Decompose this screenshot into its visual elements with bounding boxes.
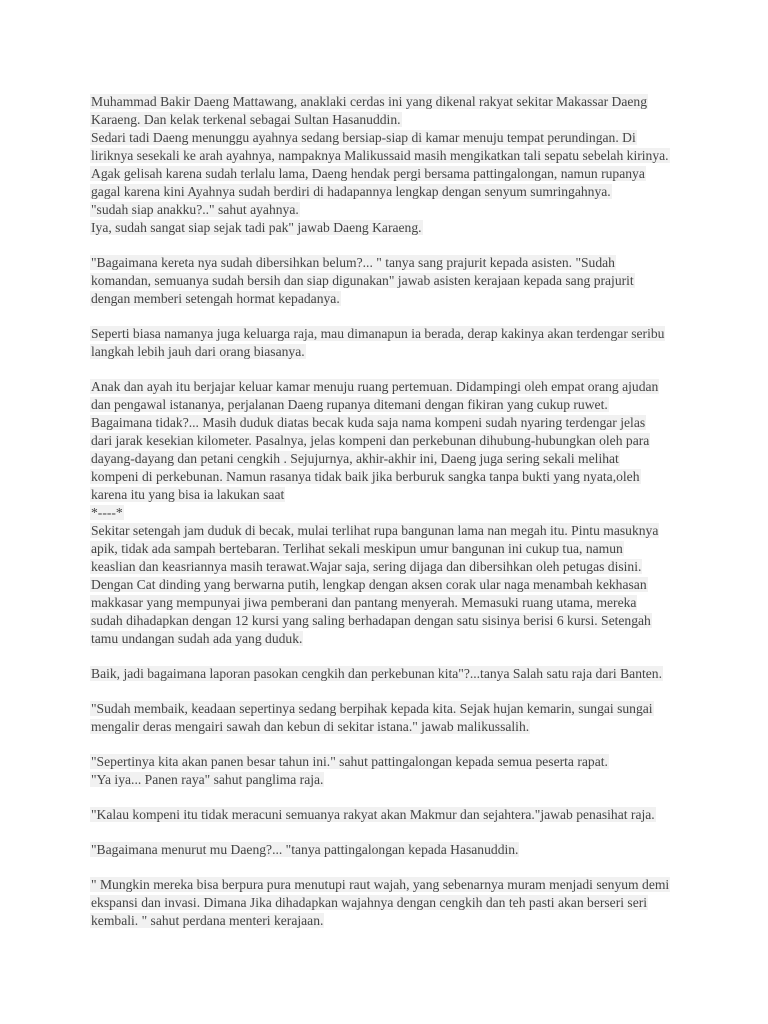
paragraph (90, 841, 690, 859)
text-line: makkasar yang mempunyai jiwa pemberani dan pantang menyerah. Memasuki ruang utama, mereka (91, 595, 637, 610)
document-body (90, 93, 690, 947)
paragraph (90, 325, 690, 361)
paragraph (90, 254, 690, 308)
text-line: "Bagaimana menurut mu Daeng?... "tanya pattingalongan kepada Hasanuddin. (91, 842, 519, 857)
text-line: sudah dihadapkan dengan 12 kursi yang saling berhadapan dengan satu sisinya berisi 6 kursi. Setengah (91, 613, 651, 628)
text-line: kompeni di perkebunan. Namun rasanya tidak baik jika berburuk sangka tanpa bukti yang nyata,oleh (91, 469, 640, 484)
text-line: "Sepertinya kita akan panen besar tahun ini." sahut pattingalongan kepada semua peserta rapat. (91, 754, 608, 769)
text-line: Sekitar setengah jam duduk di becak, mulai terlihat rupa bangunan lama nan megah itu. Pintu masuknya (91, 523, 659, 538)
text-line: Bagaimana tidak?... Masih duduk diatas becak kuda saja nama kompeni sudah nyaring terdengar jelas (91, 415, 646, 430)
text-line: gagal karena kini Ayahnya sudah berdiri di hadapannya lengkap dengan senyum sumringahnya. (91, 184, 611, 199)
text-line: tamu undangan sudah ada yang duduk. (91, 631, 303, 646)
section-separator: *----* (91, 505, 123, 520)
text-line: mengalir deras mengairi sawah dan kebun di sekitar istana." jawab malikussalih. (91, 719, 530, 734)
text-line: dan pengawal istananya, perjalanan Daeng rupanya ditemani dengan fikiran yang cukup ruwet. (91, 397, 608, 412)
text-line: kembali. " sahut perdana menteri kerajaan. (91, 913, 324, 928)
paragraph (90, 700, 690, 736)
text-line: dari jarak kesekian kilometer. Pasalnya, jelas kompeni dan perkebunan dihubung-hubungkan oleh para (91, 433, 650, 448)
paragraph (90, 806, 690, 824)
text-line: Karaeng. Dan kelak terkenal sebagai Sultan Hasanuddin. (91, 112, 401, 127)
text-line: liriknya sesekali ke arah ayahnya, nampaknya Malikussaid masih mengikatkan tali sepatu sebelah kirinya. (91, 148, 669, 163)
paragraph (90, 378, 690, 648)
text-line: Sedari tadi Daeng menunggu ayahnya sedang bersiap-siap di kamar menuju tempat perundingan. Di (91, 130, 636, 145)
text-line: dayang-dayang dan petani cengkih . Sejujurnya, akhir-akhir ini, Daeng juga sering sekali melihat (91, 451, 619, 466)
paragraph (90, 93, 690, 237)
text-line: " Mungkin mereka bisa berpura pura menutupi raut wajah, yang sebenarnya muram menjadi senyum demi (91, 877, 670, 892)
text-line: "Kalau kompeni itu tidak meracuni semuanya rakyat akan Makmur dan sejahtera."jawab penasihat raja. (91, 807, 655, 822)
text-line: Anak dan ayah itu berjajar keluar kamar menuju ruang pertemuan. Didampingi oleh empat orang ajudan (91, 379, 659, 394)
text-line: langkah lebih jauh dari orang biasanya. (91, 344, 305, 359)
text-line: dengan memberi setengah hormat kepadanya. (91, 291, 340, 306)
text-line: "Bagaimana kereta nya sudah dibersihkan belum?... " tanya sang prajurit kepada asisten. "Sudah (91, 255, 615, 270)
text-line: "sudah siap anakku?.." sahut ayahnya. (91, 202, 299, 217)
text-line: karena itu yang bisa ia lakukan saat (91, 487, 285, 502)
paragraph (90, 876, 690, 930)
text-line: "Ya iya... Panen raya" sahut panglima raja. (91, 772, 324, 787)
paragraph (90, 753, 690, 789)
text-line: Muhammad Bakir Daeng Mattawang, anaklaki cerdas ini yang dikenal rakyat sekitar Makassar Daeng (91, 94, 648, 109)
text-line: Dengan Cat dinding yang berwarna putih, lengkap dengan aksen corak ular naga menambah kekhasan (91, 577, 647, 592)
text-line: apik, tidak ada sampah bertebaran. Terlihat sekali meskipun umur bangunan ini cukup tua, namun (91, 541, 623, 556)
text-line: keaslian dan keasriannya masih terawat.Wajar saja, sering dijaga dan dibersihkan oleh petugas disini. (91, 559, 642, 574)
text-line: komandan, semuanya sudah bersih dan siap digunakan" jawab asisten kerajaan kepada sang prajurit (91, 273, 634, 288)
text-line: "Sudah membaik, keadaan sepertinya sedang berpihak kepada kita. Sejak hujan kemarin, sungai sungai (91, 701, 653, 716)
text-line: Agak gelisah karena sudah terlalu lama, Daeng hendak pergi bersama pattingalongan, namun rupanya (91, 166, 645, 181)
text-line: Baik, jadi bagaimana laporan pasokan cengkih dan perkebunan kita"?...tanya Salah satu raja dari Banten. (91, 666, 662, 681)
text-line: Seperti biasa namanya juga keluarga raja, mau dimanapun ia berada, derap kakinya akan terdengar seribu (91, 326, 665, 341)
text-line: ekspansi dan invasi. Dimana Jika dihadapkan wajahnya dengan cengkih dan teh pasti akan berseri seri (91, 895, 648, 910)
paragraph (90, 665, 690, 683)
text-line: Iya, sudah sangat siap sejak tadi pak" jawab Daeng Karaeng. (91, 220, 422, 235)
